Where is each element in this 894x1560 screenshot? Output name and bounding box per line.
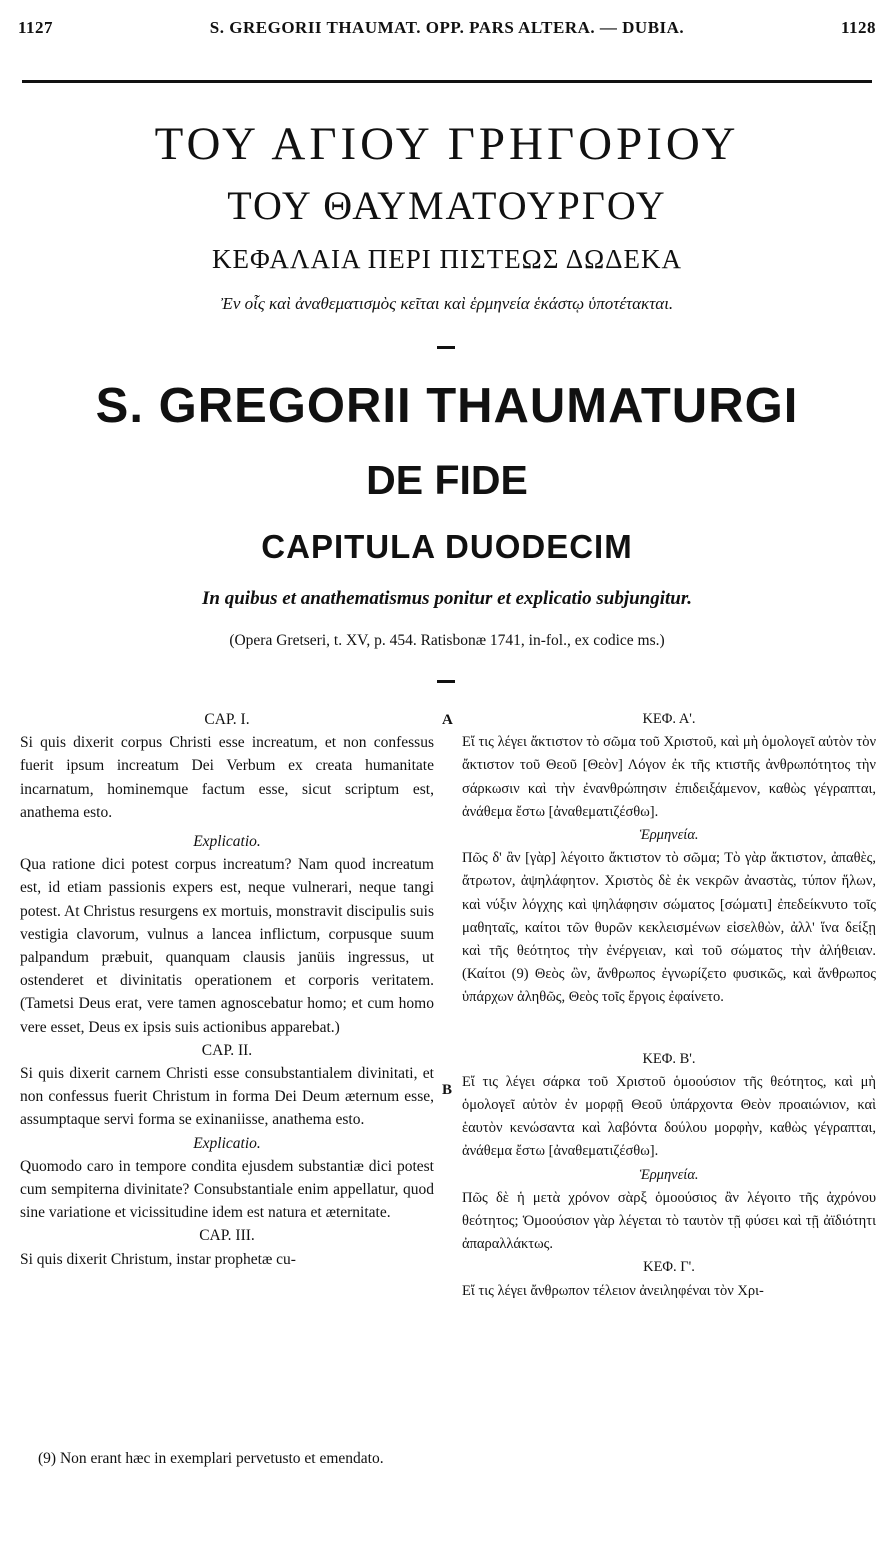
latin-title-line3: CAPITULA DUODECIM [261, 528, 633, 565]
latin-column [20, 708, 434, 1271]
hermeneia-1-text: Πῶς δ' ἂν [γὰρ] λέγοιτο ἄκτιστον τὸ σῶμα; Τὸ γὰρ ἄκτιστον, ἀπαθὲς, ἄτρωτον, ἀψηλάφητον. Χριστὸς δὲ ἐκ νεκρῶν ἀναστὰς, τύπον ἥλων, καὶ νύξιν λόγχης καὶ ψηλάφησιν σώματος [σώματι] ἐπεδείκνυτο τοῖς μαθηταῖς, καίτοι τῶν θυρῶν κεκλεισμένων εἰσελθὼν, ἀλλ' ἵνα δείξῃ καὶ τῆς θεότητος τὴν ἐνέργειαν, καὶ τοῦ σώματος τὴν ἀλήθειαν. (Καίτοι (9) Θεὸς ὢν, ἄνθρωπος ἐγνωρίζετο φυσικῶς, καὶ ἄνθρωπος ὑπάρχων ἀληθῶς, Θεὸς τοῖς ἔργοις ἐφαίνετο. [462, 850, 876, 1006]
hermeneia-2-heading: Ἑρμηνεία. [639, 1166, 699, 1183]
header-rule [22, 80, 872, 83]
hermeneia-2-text: Πῶς δὲ ἡ μετὰ χρόνον σὰρξ ὁμοούσιος ἂν λέγοιτο τῆς ἀχρόνου θεότητος; Ὁμοούσιον γὰρ λέγεται τὸ ταυτὸν τῇ φύσει καὶ τῇ ἀϊδιότητι ἀπαραλλάκτως. [462, 1189, 876, 1253]
greek-column [462, 708, 876, 1303]
kef-3-heading: ΚΕΦ. Γ'. [643, 1259, 695, 1276]
latin-title-line1: S. GREGORII THAUMATURGI [95, 379, 799, 433]
running-title: S. GREGORII THAUMAT. OPP. PARS ALTERA. — DUBIA. [209, 18, 685, 37]
section-divider [437, 680, 455, 683]
greek-title-line3: ΚΕΦΑΛΑΙΑ ΠΕΡΙ ΠΙΣΤΕΩΣ ΔΩΔΕΚΑ [211, 244, 683, 274]
margin-marker-b: B [442, 1082, 453, 1098]
margin-marker-a: A [442, 712, 453, 728]
explicatio-2-text: Quomodo caro in tempore condita ejusdem substantiæ dici potest cum sempiterna divinitate? Consubstantiale enim appellatur, quod sine variatione et vicissitudine idem est natura et æternitate. [20, 1157, 434, 1222]
explicatio-2-heading: Explicatio. [193, 1134, 261, 1152]
kef-1-text: Εἴ τις λέγει ἄκτιστον τὸ σῶμα τοῦ Χριστοῦ, καὶ μὴ ὁμολογεῖ αὐτὸν τὸν ἄκτιστον τοῦ Θεοῦ [Θεὸν] Λόγον ἐκ τῆς κτιστῆς ἀνθρωπότητος τὴν σάρκωσιν καὶ τὴν ἐνανθρώπησιν ἐπιδειξάμενον, καθὼς γέγραπται, ἀνάθεμα ἔστω [ἀναθεματιζέσθω]. [462, 734, 876, 820]
page-number-right: 1128 [840, 18, 876, 37]
kef-1-heading: ΚΕΦ. Α'. [642, 711, 696, 727]
cap-1-text: Si quis dixerit corpus Christi esse increatum, et non confessus fuerit ipsum increatum Dei Verbum ex creata humanitate incarnatum, hominemque factum esse, sicut scriptum est, anathema esto. [20, 734, 434, 821]
title-divider [437, 346, 455, 349]
kef-3-text: Εἴ τις λέγει ἄνθρωπον τέλειον ἀνειληφέναι τὸν Χρι- [462, 1282, 764, 1299]
cap-3-text: Si quis dixerit Christum, instar prophetæ cu- [20, 1250, 296, 1268]
kef-2-text: Εἴ τις λέγει σάρκα τοῦ Χριστοῦ ὁμοούσιον τῆς θεότητος, καὶ μὴ ὁμολογεῖ αὐτὸν ἐν μορφῇ Θεοῦ ὑπάρχοντα Θεὸν προαιώνιον, καὶ ἑαυτὸν κενώσαντα καὶ λαβόντα δούλου μορφὴν, καθὼς γέγραπται, ἀνάθεμα ἔστω [ἀναθεματιζέσθω]. [462, 1073, 876, 1160]
greek-subtitle: Ἐν οἷς καὶ ἀναθεματισμὸς κεῖται καὶ ἑρμηνεία ἑκάστῳ ὑποτέτακται. [220, 294, 674, 313]
running-head [18, 18, 876, 42]
explicatio-1-heading: Explicatio. [193, 833, 261, 851]
cap-2-text: Si quis dixerit carnem Christi esse consubstantialem divinitati, et non confessus fuerit Christum in forma Dei Deum æternum esse, assumptaque servi forma se exinaniisse, anathema esto. [20, 1065, 434, 1129]
cap-2-heading: CAP. II. [201, 1041, 253, 1059]
kef-2-heading: ΚΕΦ. Β'. [642, 1050, 696, 1067]
greek-title-line2: ΤΟΥ ΘΑΥΜΑΤΟΥΡΓΟΥ [227, 183, 667, 228]
page-number-left: 1127 [18, 18, 54, 37]
footnote: (9) Non erant hæc in exemplari pervetusto et emendato. [38, 1450, 384, 1467]
source-citation: (Opera Gretseri, t. XV, p. 454. Ratisbonæ 1741, in-fol., ex codice ms.) [229, 632, 665, 649]
latin-subtitle: In quibus et anathematismus ponitur et explicatio subjungitur. [202, 588, 692, 609]
cap-3-heading: CAP. III. [199, 1227, 255, 1245]
explicatio-1-text: Qua ratione dici potest corpus increatum? Nam quod increatum est, id etiam passionis expers est, neque vulnerari, neque tangi potest. At Christus resurgens ex mortuis, monstravit discipulis suis vestigia clavorum, vulnus a lancea inflictum, corpusque suum palpandum præbuit, quanquam clausis janüis ingressus, ut ostenderet et divinitatis operationem et corporis veritatem. (Tametsi Deus erat, vere tamen agnoscebatur homo; et cum homo vere esset, Deus ex ipsis suis actionibus apparebat.) [20, 856, 434, 1036]
greek-title-line1: ΤΟΥ ΑΓΙΟΥ ΓΡΗΓΟΡΙΟΥ [154, 118, 740, 170]
hermeneia-1-heading: Ἑρμηνεία. [639, 827, 699, 844]
cap-1-heading: CAP. I. [204, 711, 250, 728]
latin-title-line2: DE FIDE [366, 457, 528, 503]
